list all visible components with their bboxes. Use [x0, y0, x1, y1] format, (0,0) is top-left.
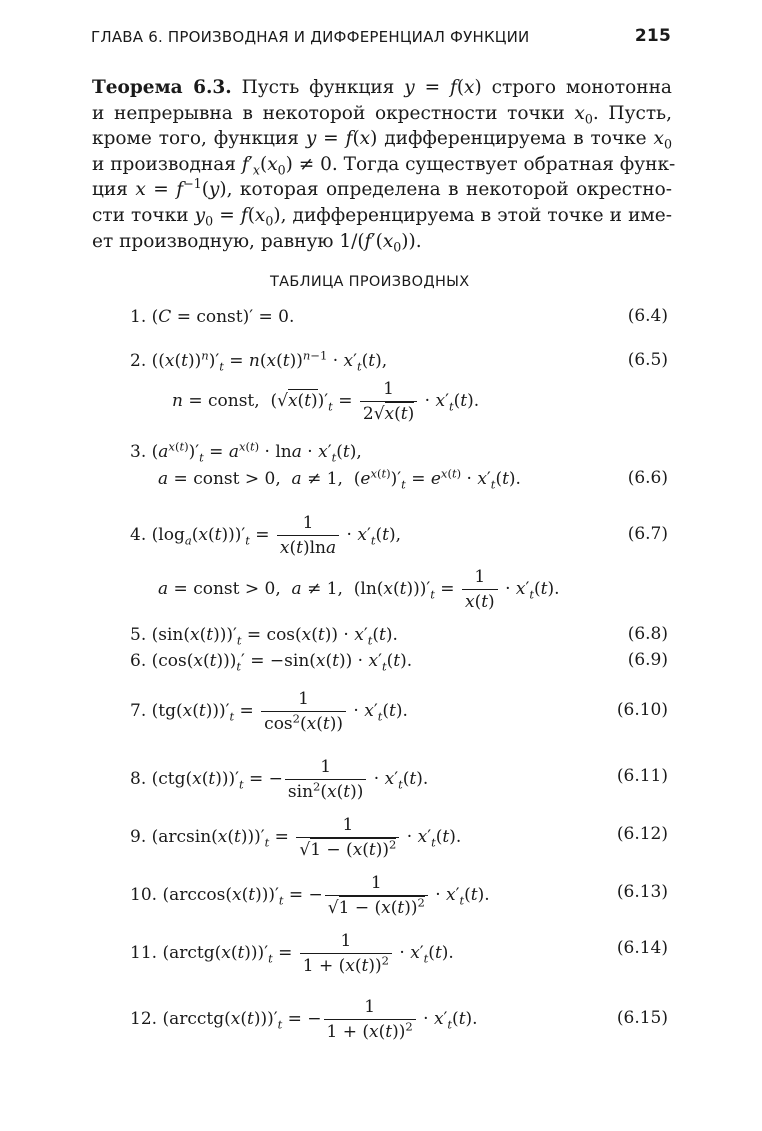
- equation-number: (6.9): [627, 650, 668, 670]
- formula-6: 6. $(\cos(x(t)))_t' = -\sin(x(t)) \cdot x'_t(t)$.: [130, 651, 413, 674]
- equation-number: (6.8): [627, 624, 668, 644]
- formula-8: 8. $(ctg(x(t)))'_t$ = − $\frac{1}{\sin^2(x(t))}$ · $x'_t(t)$.: [130, 757, 429, 802]
- equation-number: (6.5): [627, 350, 668, 370]
- page-number: 215: [634, 26, 671, 46]
- formula-12: 12. $(arcctg(x(t)))'_t$ = − $\frac{1}{1 + (x(t))^2}$ · $x'_t(t)$.: [130, 997, 478, 1042]
- formula-9: 9. $(\arcsin(x(t)))'_t$ = $\frac{1}{√1 - (x(t))^2}$ · $x'_t(t)$.: [130, 815, 462, 860]
- equation-number: (6.6): [627, 468, 668, 488]
- formula-11: 11. $(arctg(x(t)))'_t$ = $\frac{1}{1 + (x(t))^2}$ · $x'_t(t)$.: [130, 931, 454, 976]
- formula-5: 5. $(\sin(x(t)))'_t = \cos(x(t)) \cdot x'_t(t)$.: [130, 625, 398, 648]
- theorem-block: Теорема 6.3. Пусть функция y = f(x) строго монотонна и непрерывна в некоторой окрестности точки $x_0$. Пусть, кроме того, функция y = f(x) дифференцируема в точке $x_0$ и производная $f'_x(x_0) \ne 0$. Тогда существует обратная функ- ция $x = f^{-1}(y)$, которая определена в некоторой окрестно- сти точки $y_0 = f(x_0)$, дифференцируема в этой точке и име- ет производную, равную $1/(f'(x_0))$.: [92, 77, 676, 255]
- equation-number: (6.4): [627, 306, 668, 326]
- formula-2-sqrt: n = const, $(√x(t))'_t$ = $\frac{1}{2√x(t)}$ · $x'_t(t)$.: [172, 379, 480, 424]
- equation-number: (6.15): [616, 1008, 668, 1028]
- equation-number: (6.10): [616, 700, 668, 720]
- equation-number: (6.13): [616, 882, 668, 902]
- table-title: ТАБЛИЦА ПРОИЗВОДНЫХ: [270, 274, 470, 290]
- equation-number: (6.7): [627, 524, 668, 544]
- theorem-title: Теорема 6.3.: [92, 77, 232, 98]
- formula-3-exp: a = const > 0, a ≠ 1, $(e^{x(t)})'_t = e^{x(t)} \cdot x'_t(t)$.: [158, 466, 521, 492]
- running-header: [91, 26, 671, 50]
- formula-3: 3. $(a^{x(t)})'_t = a^{x(t)} \cdot \ln a \cdot x'_t(t)$,: [130, 439, 362, 465]
- formula-1: 1. (C = const)′ = 0.: [130, 307, 295, 327]
- formula-7: 7. $(tg(x(t)))'_t$ = $\frac{1}{\cos^2(x(t))}$ · $x'_t(t)$.: [130, 689, 408, 734]
- chapter-title: ГЛАВА 6. ПРОИЗВОДНАЯ И ДИФФЕРЕНЦИАЛ ФУНКЦИИ: [91, 28, 530, 46]
- formula-4-ln: a = const > 0, a ≠ 1, $(\ln(x(t)))'_t$ = $\frac{1}{x(t)}$ · $x'_t(t)$.: [158, 567, 560, 612]
- formula-2: 2. $((x(t))^n)'_t = n(x(t))^{n-1} \cdot x'_t(t)$,: [130, 348, 388, 374]
- formula-4: 4. $(\log_a(x(t)))'_t$ = $\frac{1}{x(t)\ln a}$ · $x'_t(t)$,: [130, 513, 402, 558]
- equation-number: (6.14): [616, 938, 668, 958]
- equation-number: (6.11): [616, 766, 668, 786]
- formula-10: 10. $(\arccos(x(t)))'_t$ = − $\frac{1}{√1 - (x(t))^2}$ · $x'_t(t)$.: [130, 873, 490, 918]
- equation-number: (6.12): [616, 824, 668, 844]
